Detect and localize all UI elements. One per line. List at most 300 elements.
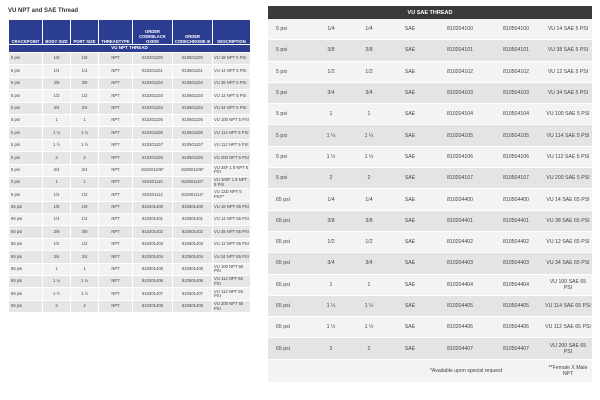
table-cell: 3/8: [350, 210, 388, 231]
table-cell: 810204102: [432, 61, 488, 82]
table-cell: SAE: [388, 19, 432, 40]
sae-thread-section: [268, 6, 592, 383]
table-cell: 810201112: [133, 189, 173, 201]
table-row: [9, 288, 251, 300]
table-cell: VU 14 SAE 5 PSI: [544, 19, 592, 40]
table-cell: 810201105: [133, 114, 173, 126]
table-cell: 810201101: [133, 65, 173, 77]
table-cell: 1/4: [43, 65, 71, 77]
table-cell: 65 psi: [268, 231, 312, 252]
table-row: [9, 300, 251, 312]
table-cell: NPT: [99, 276, 133, 288]
table-cell: NPT: [99, 176, 133, 188]
table-cell: NPT: [99, 102, 133, 114]
table-cell: 1/4: [350, 19, 388, 40]
table-cell: 1 ¼: [312, 125, 350, 146]
table-cell: SAE: [388, 295, 432, 316]
table-cell: 5 psi: [9, 139, 43, 151]
table-row: [9, 102, 251, 114]
table-cell: NPT: [99, 238, 133, 250]
table-cell: 810501102: [173, 77, 213, 89]
table-cell: 1: [350, 104, 388, 125]
table-cell: 1/4: [312, 189, 350, 210]
table-cell: 1 ½: [71, 288, 99, 300]
table-cell: 1/8: [71, 201, 99, 213]
table-cell: 5 psi: [268, 146, 312, 167]
column-header: ORDER CODEBLACK OXIDE: [133, 20, 173, 45]
table-row: [9, 176, 251, 188]
table-cell: 2: [43, 300, 71, 312]
table-row: [268, 168, 592, 189]
table-cell: VU 100 NPT 65 PSI: [213, 263, 251, 275]
table-cell: 810504103: [488, 82, 544, 103]
table-cell: SAE: [388, 146, 432, 167]
table-cell: 5 psi: [9, 77, 43, 89]
table-cell: 810204106: [432, 146, 488, 167]
table-row: [9, 226, 251, 238]
table-cell: 5 psi: [9, 152, 43, 164]
table-cell: NPT: [99, 152, 133, 164]
table-cell: SAE: [388, 168, 432, 189]
table-cell: 810504404: [488, 274, 544, 295]
table-cell: 3/4: [43, 164, 71, 176]
table-cell: VU 34 NPT 65 PSI: [213, 251, 251, 263]
table-cell: 3/4: [71, 102, 99, 114]
column-header: THREADTYPE: [99, 20, 133, 45]
table-cell: 3/8: [312, 210, 350, 231]
table-row: [268, 338, 592, 359]
table-cell: 3/8: [350, 40, 388, 61]
footnote-special-request: *Available upon special request: [388, 359, 544, 382]
table-cell: VU 34 SAE 65 PSI: [544, 253, 592, 274]
table-cell: 810504401: [488, 210, 544, 231]
table-cell: VU 200 SAE 65 PSI: [544, 338, 592, 359]
table-cell: 3/4: [71, 251, 99, 263]
table-cell: 65 psi: [268, 253, 312, 274]
table-cell: NPT: [99, 65, 133, 77]
table-cell: 1 ¼: [71, 127, 99, 139]
table-cell: 3/8: [43, 77, 71, 89]
table-cell: 1/2: [350, 231, 388, 252]
table-cell: 1/2: [71, 90, 99, 102]
table-cell: VU 114 SAE 5 PSI: [544, 125, 592, 146]
table-cell: VU 34 NPT 5 PSI: [213, 102, 251, 114]
table-cell: 5 psi: [9, 164, 43, 176]
table-cell: 1: [312, 274, 350, 295]
table-cell: 810201400: [133, 201, 173, 213]
table-cell: 3/8: [71, 77, 99, 89]
table-row: [9, 238, 251, 250]
table-cell: 3/4: [43, 102, 71, 114]
table-cell: NPT: [99, 214, 133, 226]
table-cell: 1 ¼: [43, 127, 71, 139]
table-row: [9, 53, 251, 65]
table-cell: 65 psi: [9, 276, 43, 288]
table-cell: 810504105: [488, 125, 544, 146]
table-row: [268, 253, 592, 274]
table-cell: 810504403: [488, 253, 544, 274]
table-cell: SAE: [388, 253, 432, 274]
table-cell: 1/2: [43, 238, 71, 250]
column-header: PORT SIZE: [71, 20, 99, 45]
table-cell: 1: [43, 263, 71, 275]
table-cell: 810201407: [133, 288, 173, 300]
table-cell: VU 12 SAE 65 PSI: [544, 231, 592, 252]
table-cell: VU 18 NPT 5 PSI: [213, 53, 251, 65]
table-cell: 810501106: [173, 127, 213, 139]
table-cell: 3/4: [350, 82, 388, 103]
table-cell: 1/4: [71, 65, 99, 77]
table-cell: 2: [312, 338, 350, 359]
table-cell: 810204103: [432, 82, 488, 103]
table-cell: 810201401: [133, 214, 173, 226]
table-cell: 3/8: [43, 226, 71, 238]
table-cell: VU 100 SAE 65 PSI: [544, 274, 592, 295]
table-cell: 1/2: [71, 189, 99, 201]
table-cell: 810501406: [173, 276, 213, 288]
table-cell: 810501404: [173, 251, 213, 263]
table-cell: 810501401: [173, 214, 213, 226]
table-cell: 65 psi: [9, 201, 43, 213]
table-cell: 65 psi: [9, 251, 43, 263]
table-row: [9, 152, 251, 164]
table-cell: SAE: [388, 40, 432, 61]
table-cell: 810501110*: [173, 176, 213, 188]
table-cell: 810204404: [432, 274, 488, 295]
table-cell: 1 ¼: [350, 125, 388, 146]
table-cell: NPT: [99, 90, 133, 102]
section-title: VU NPT and SAE Thread: [8, 8, 79, 14]
table-cell: 1/4: [312, 19, 350, 40]
column-header: ORDER CODECHROME III: [173, 20, 213, 45]
table-row: [9, 189, 251, 201]
table-cell: 1: [43, 176, 71, 188]
table-cell: 5 psi: [268, 168, 312, 189]
table-cell: 3/4: [312, 253, 350, 274]
table-cell: 65 psi: [9, 263, 43, 275]
table-cell: VU 12 NPT 65 PSI: [213, 238, 251, 250]
table-row: [9, 114, 251, 126]
table-row: [268, 231, 592, 252]
table-cell: 810204402: [432, 231, 488, 252]
table-cell: 2: [71, 152, 99, 164]
table-cell: 1 ½: [43, 288, 71, 300]
table-cell: 1: [71, 176, 99, 188]
table-cell: VU 112 SAE 5 PSI: [544, 146, 592, 167]
table-cell: 810504101: [488, 40, 544, 61]
table-cell: 810504405: [488, 295, 544, 316]
table-cell: VU 38 NPT 65 PSI: [213, 226, 251, 238]
table-cell: 810504407: [488, 338, 544, 359]
table-cell: 810204400: [432, 189, 488, 210]
table-cell: SAE: [388, 274, 432, 295]
table-row: [9, 139, 251, 151]
table-cell: 5 psi: [9, 90, 43, 102]
table-cell: NPT: [99, 189, 133, 201]
table-row: [9, 201, 251, 213]
table-cell: 2: [350, 338, 388, 359]
table-cell: 810201404: [133, 251, 173, 263]
table-cell: 1: [312, 104, 350, 125]
table-cell: 1 ¼: [71, 276, 99, 288]
table-cell: 1 ½: [312, 146, 350, 167]
table-row: [268, 61, 592, 82]
table-cell: 65 psi: [9, 214, 43, 226]
table-cell: 810501403: [173, 238, 213, 250]
table-cell: VU 112 SAE 65 PSI: [544, 317, 592, 338]
table-cell: 3/4: [350, 253, 388, 274]
table-cell: 810201104: [133, 102, 173, 114]
table-cell: 3/4: [71, 164, 99, 176]
table-cell: 810204405: [432, 295, 488, 316]
table-cell: 810201408: [133, 300, 173, 312]
table-cell: VU 100F 1 8 NPT 5 PSI: [213, 176, 251, 188]
table-cell: 3/4: [312, 82, 350, 103]
table-cell: 810504104: [488, 104, 544, 125]
table-cell: 1 ½: [312, 317, 350, 338]
table-cell: 810204104: [432, 104, 488, 125]
table-cell: 65 psi: [268, 274, 312, 295]
table-cell: 1: [43, 114, 71, 126]
table-cell: 65 psi: [268, 189, 312, 210]
table-cell: 810201109*: [133, 164, 173, 176]
table-cell: 1/8: [71, 53, 99, 65]
table-cell: 1 ¼: [350, 295, 388, 316]
table-cell: 810504107: [488, 168, 544, 189]
table-cell: VU 114 NPT 65 PSI: [213, 276, 251, 288]
table-cell: NPT: [99, 53, 133, 65]
table-row: [9, 127, 251, 139]
table-cell: 1/2: [312, 61, 350, 82]
table-cell: 810501405: [173, 263, 213, 275]
table-cell: 65 psi: [9, 300, 43, 312]
table-cell: 5 psi: [268, 61, 312, 82]
table-cell: 810204406: [432, 317, 488, 338]
table-cell: NPT: [99, 288, 133, 300]
table-cell: 810501100: [173, 53, 213, 65]
table-cell: 1: [350, 274, 388, 295]
table-cell: 1 ½: [350, 146, 388, 167]
table-cell: 810501402: [173, 226, 213, 238]
table-cell: NPT: [99, 114, 133, 126]
table-cell: VU 112 NPT 65 PSI: [213, 288, 251, 300]
table-cell: VU 12 SAE 5 PSI: [544, 61, 592, 82]
table-cell: NPT: [99, 77, 133, 89]
table-row: [9, 164, 251, 176]
table-cell: 810201103: [133, 90, 173, 102]
table-cell: 810501408: [173, 300, 213, 312]
table-cell: 810201100: [133, 53, 173, 65]
table-cell: 5 psi: [268, 125, 312, 146]
table-cell: VU 34 SAE 5 PSI: [544, 82, 592, 103]
table-cell: 5 psi: [9, 65, 43, 77]
table-cell: 1: [71, 114, 99, 126]
table-row: [9, 65, 251, 77]
table-cell: 810501400: [173, 201, 213, 213]
table-cell: NPT: [99, 127, 133, 139]
table-cell: 2: [312, 168, 350, 189]
table-cell: 810201107: [133, 139, 173, 151]
table-cell: 810204403: [432, 253, 488, 274]
table-cell: 810501108: [173, 152, 213, 164]
table-cell: 5 psi: [268, 19, 312, 40]
table-cell: 810501107: [173, 139, 213, 151]
table-cell: NPT: [99, 263, 133, 275]
table-row: [268, 295, 592, 316]
table-cell: 810504102: [488, 61, 544, 82]
table-cell: VU 200 SAE 5 PSI: [544, 168, 592, 189]
table-cell: 810204401: [432, 210, 488, 231]
table-row: [268, 146, 592, 167]
table-cell: 65 psi: [268, 317, 312, 338]
table-row: [268, 317, 592, 338]
column-header: CRACKPOINT: [9, 20, 43, 45]
table-row: [268, 125, 592, 146]
table-row: [268, 274, 592, 295]
table-cell: VU 114 SAE 65 PSI: [544, 295, 592, 316]
table-cell: VU 100 SAE 5 PSI: [544, 104, 592, 125]
table-cell: VU 14 NPT 65 PSI: [213, 214, 251, 226]
table-title: VU SAE THREAD: [268, 6, 592, 19]
table-cell: VU 200 NPT 65 PSI: [213, 300, 251, 312]
table-cell: NPT: [99, 139, 133, 151]
table-cell: VU 18 NPT 65 PSI: [213, 201, 251, 213]
table-cell: 1 ¼: [43, 276, 71, 288]
table-cell: VU 38 NPT 5 PSI: [213, 77, 251, 89]
table-cell: 1/2: [43, 90, 71, 102]
table-cell: 810504402: [488, 231, 544, 252]
table-cell: 810201402: [133, 226, 173, 238]
column-header: DESCRIPTION: [213, 20, 251, 45]
table-cell: VU 14 SAE 65 PSI: [544, 189, 592, 210]
table-cell: 810201110: [133, 176, 173, 188]
table-cell: 5 psi: [9, 127, 43, 139]
table-cell: 810501112*: [173, 189, 213, 201]
table-cell: NPT: [99, 201, 133, 213]
table-cell: 810201406: [133, 276, 173, 288]
table-cell: VU 112 NPT 5 PSI: [213, 139, 251, 151]
table-cell: 810501407: [173, 288, 213, 300]
table-cell: 65 psi: [268, 295, 312, 316]
table-cell: 65 psi: [268, 210, 312, 231]
table-cell: 810504400: [488, 189, 544, 210]
table-cell: VU 14 NPT 5 PSI: [213, 65, 251, 77]
table-cell: 2: [350, 168, 388, 189]
table-cell: 5 psi: [9, 114, 43, 126]
table-cell: SAE: [388, 104, 432, 125]
table-row: [268, 82, 592, 103]
table-cell: 810504100: [488, 19, 544, 40]
table-cell: 5 psi: [9, 189, 43, 201]
table-cell: 65 psi: [9, 238, 43, 250]
npt-sae-section: [8, 6, 250, 313]
table-row: [268, 19, 592, 40]
table-cell: 810504106: [488, 146, 544, 167]
table-cell: 3/8: [71, 226, 99, 238]
table-row: [9, 214, 251, 226]
table-cell: 65 psi: [268, 338, 312, 359]
table-cell: 1/4: [43, 214, 71, 226]
table-cell: 1: [71, 263, 99, 275]
table-cell: VU 34F 1 8 NPT 5 PSI: [213, 164, 251, 176]
table-cell: 1 ½: [71, 139, 99, 151]
table-row: [268, 210, 592, 231]
table-cell: VU 200 NPT 5 PSI: [213, 152, 251, 164]
table-cell: 1/2: [312, 231, 350, 252]
table-cell: 1/8: [43, 53, 71, 65]
table-cell: 810204105: [432, 125, 488, 146]
table-cell: 810504406: [488, 317, 544, 338]
table-cell: 810201403: [133, 238, 173, 250]
table-cell: 810204101: [432, 40, 488, 61]
table-cell: 810204407: [432, 338, 488, 359]
table-row: [9, 90, 251, 102]
table-cell: 810501105: [173, 114, 213, 126]
table-cell: NPT: [99, 300, 133, 312]
table-cell: 3/4: [43, 251, 71, 263]
table-row: [9, 263, 251, 275]
table-row: [268, 189, 592, 210]
table-cell: 5 psi: [9, 102, 43, 114]
table-cell: 1/2: [71, 238, 99, 250]
table-cell: VU 114 NPT 5 PSI: [213, 127, 251, 139]
table-cell: 1/4: [350, 189, 388, 210]
column-header: BODY SIZE: [43, 20, 71, 45]
table-cell: SAE: [388, 338, 432, 359]
sae-thread-table: [268, 6, 592, 383]
table-cell: VU 12D NPT 5 PSI**: [213, 189, 251, 201]
table-subheader: VU NPT THREAD: [9, 45, 251, 53]
table-cell: 810201102: [133, 77, 173, 89]
npt-thread-table: [8, 19, 251, 313]
table-cell: SAE: [388, 82, 432, 103]
table-cell: 1 ¼: [312, 295, 350, 316]
table-cell: 810204107: [432, 168, 488, 189]
table-cell: NPT: [99, 251, 133, 263]
table-cell: 810201106: [133, 127, 173, 139]
table-row: [9, 276, 251, 288]
table-cell: VU 100 NPT 5 PSI: [213, 114, 251, 126]
table-cell: 1 ½: [350, 317, 388, 338]
table-cell: 810501103: [173, 90, 213, 102]
table-cell: 65 psi: [9, 226, 43, 238]
table-cell: 810201405: [133, 263, 173, 275]
table-cell: 3/8: [312, 40, 350, 61]
table-cell: 810201108: [133, 152, 173, 164]
table-cell: 5 psi: [9, 176, 43, 188]
table-cell: 810204100: [432, 19, 488, 40]
table-cell: 5 psi: [268, 104, 312, 125]
table-cell: SAE: [388, 125, 432, 146]
table-cell: 65 psi: [9, 288, 43, 300]
table-cell: SAE: [388, 317, 432, 338]
table-cell: NPT: [99, 226, 133, 238]
table-cell: 2: [43, 152, 71, 164]
table-cell: SAE: [388, 189, 432, 210]
table-cell: 1/8: [43, 201, 71, 213]
table-cell: VU 38 SAE 5 PSI: [544, 40, 592, 61]
table-cell: VU 12 NPT 5 PSI: [213, 90, 251, 102]
table-cell: 810501109*: [173, 164, 213, 176]
footnote-female-male: **Female X Male NPT: [544, 359, 592, 382]
table-cell: 1/2: [43, 189, 71, 201]
table-cell: SAE: [388, 61, 432, 82]
table-cell: 5 psi: [9, 53, 43, 65]
table-cell: VU 38 SAE 65 PSI: [544, 210, 592, 231]
table-cell: SAE: [388, 210, 432, 231]
table-cell: 1 ½: [43, 139, 71, 151]
table-row: [268, 104, 592, 125]
